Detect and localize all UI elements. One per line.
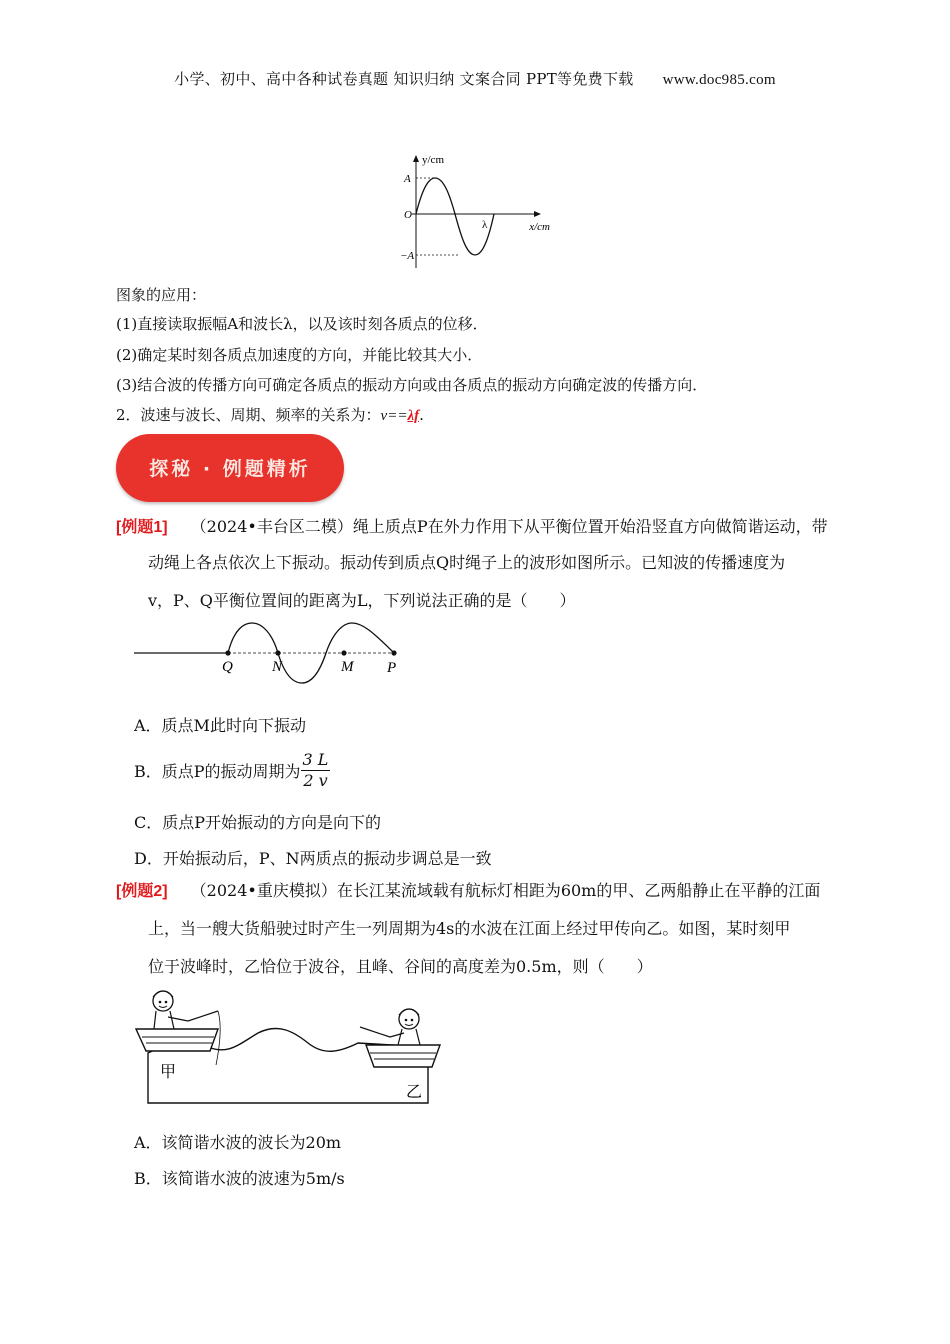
header-site-link[interactable]: www.doc985.com <box>662 72 776 88</box>
x-label: x/cm <box>529 221 550 233</box>
ex1-option-d[interactable]: D．开始振动后，P、N两质点的振动步调总是一致 <box>134 849 492 868</box>
ex2-line3: 位于波峰时，乙恰位于波谷，且峰、谷间的高度差为0.5m，则（ ） <box>148 957 653 976</box>
fraction-numerator: 3 L <box>302 750 329 769</box>
label-n: N <box>272 659 283 675</box>
rope-wave-figure <box>130 615 410 685</box>
boats-figure <box>128 985 448 1110</box>
ex1-option-b-fraction <box>301 750 331 791</box>
label-q: Q <box>222 659 233 675</box>
page-header <box>0 68 950 89</box>
amp-label: A <box>404 173 411 185</box>
ex2-option-b[interactable]: B．该简谐水波的波速为5m/s <box>134 1169 345 1188</box>
relation-prefix: 2．波速与波长、周期、频率的关系为： <box>116 406 381 424</box>
label-m: M <box>341 659 354 675</box>
fraction-denominator: 2 v <box>303 771 328 790</box>
point-p <box>391 650 396 655</box>
lambda-label: λ <box>482 219 488 231</box>
y-label: y/cm <box>422 154 444 166</box>
ex1-line3: v，P、Q平衡位置间的距离为L，下列说法正确的是（ ） <box>148 591 576 610</box>
header-text: 小学、初中、高中各种试卷真题 知识归纳 文案合同 PPT等免费下载 <box>174 70 634 88</box>
apps-item-1: (1)直接读取振幅A和波长λ，以及该时刻各质点的位移． <box>116 315 488 333</box>
ex2-text-1: （2024•重庆模拟）在长江某流域载有航标灯相距为60m的甲、乙两船静止在平静的江面 <box>190 881 821 900</box>
label-jia: 甲 <box>160 1064 177 1081</box>
ex1-option-b[interactable] <box>134 750 330 791</box>
neg-amp-label: −A <box>400 250 415 262</box>
relation-suffix: . <box>419 406 424 424</box>
section-banner <box>116 434 344 502</box>
apps-heading: 图象的应用： <box>116 286 207 304</box>
label-yi: 乙 <box>406 1084 423 1101</box>
ex1-option-c[interactable]: C．质点P开始振动的方向是向下的 <box>134 813 382 832</box>
point-q <box>225 650 230 655</box>
ex2-line2: 上，当一艘大货船驶过时产生一列周期为4s的水波在江面上经过甲传向乙。如图，某时刻甲 <box>148 919 791 938</box>
ex1-line1 <box>116 509 828 546</box>
boat-yi <box>360 1009 440 1067</box>
wave-graph <box>390 150 560 275</box>
ex2-line1 <box>116 873 820 910</box>
origin-label: O <box>404 209 412 221</box>
point-m <box>341 650 346 655</box>
sine-curve <box>416 178 494 255</box>
relation-answer: λf <box>407 408 420 424</box>
banner-text: 探秘 · 例题精析 <box>149 458 311 480</box>
apps-item-3: (3)结合波的传播方向可确定各质点的振动方向或由各质点的振动方向确定波的传播方向． <box>116 376 708 394</box>
relation-formula: v== <box>380 408 408 424</box>
ex1-option-a[interactable]: A．质点M此时向下振动 <box>134 716 306 735</box>
ex2-option-a[interactable]: A．该简谐水波的波长为20m <box>134 1133 342 1152</box>
ex1-option-b-text: B．质点P的振动周期为 <box>134 762 301 781</box>
ex1-line2: 动绳上各点依次上下振动。振动传到质点Q时绳子上的波形如图所示。已知波的传播速度为 <box>148 553 786 572</box>
relation-line <box>116 404 424 425</box>
label-p: P <box>387 660 397 676</box>
ex1-text-1: （2024•丰台区二模）绳上质点P在外力作用下从平衡位置开始沿竖直方向做简谐运动，带 <box>190 517 828 536</box>
ex2-tag: [例题2] <box>116 883 168 900</box>
point-n <box>275 650 280 655</box>
ex1-tag: [例题1] <box>116 519 168 536</box>
apps-item-2: (2)确定某时刻各质点加速度的方向，并能比较其大小． <box>116 346 483 364</box>
